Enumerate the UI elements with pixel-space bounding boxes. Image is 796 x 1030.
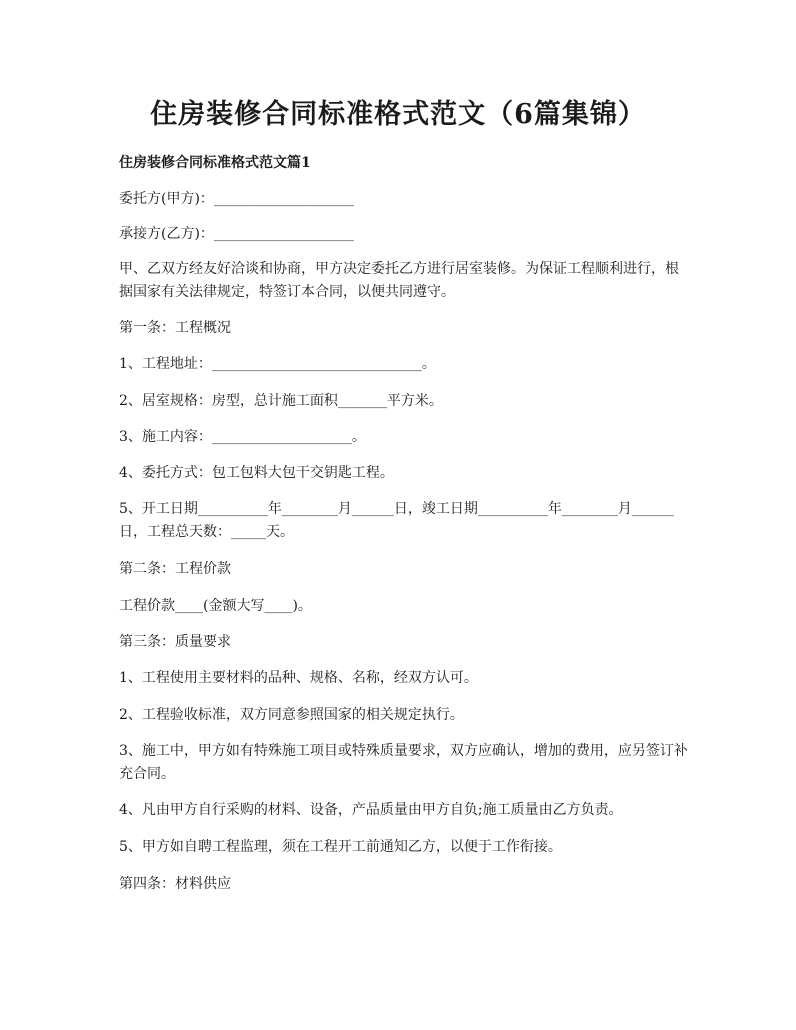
party-a-line: 委托方(甲方)：____________________ [119,191,354,207]
clause-1-3: 3、施工内容：____________________。 [119,429,366,445]
clause-3-5: 5、甲方如自聘工程监理，须在工程开工前通知乙方，以便于工作衔接。 [119,839,562,855]
article-1-heading: 第一条：工程概况 [119,320,231,336]
clause-1-2: 2、居室规格：房型，总计施工面积_______平方米。 [119,393,443,409]
document-title: 住房装修合同标准格式范文（6篇集锦） [150,99,646,130]
clause-3-1: 1、工程使用主要材料的品种、规格、名称，经双方认可。 [119,670,478,686]
clause-1-1: 1、工程地址：______________________________。 [119,356,436,372]
section-heading: 住房装修合同标准格式范文篇1 [119,155,311,171]
clause-3-4: 4、凡由甲方自行采购的材料、设备，产品质量由甲方自负;施工质量由乙方负责。 [119,802,623,818]
clause-3-2: 2、工程验收标准，双方同意参照国家的相关规定执行。 [119,707,464,723]
preamble-paragraph: 甲、乙双方经友好洽谈和协商，甲方决定委托乙方进行居室装修。为保证工程顺利进行，根据国家有关法律规定，特签订本合同，以便共同遵守。 [119,261,679,300]
clause-2-1: 工程价款____(金额大写____)。 [119,598,312,614]
clause-1-5: 5、开工日期__________年________月______日，竣工日期__________年________月______日，工程总天数：_____天。 [119,501,674,540]
clause-3-3: 3、施工中，甲方如有特殊施工项目或特殊质量要求，双方应确认，增加的费用，应另签订补充合同。 [119,743,688,782]
article-4-heading: 第四条：材料供应 [119,876,231,892]
article-2-heading: 第二条：工程价款 [119,561,231,577]
article-3-heading: 第三条：质量要求 [119,634,231,650]
clause-1-4: 4、委托方式：包工包料大包干交钥匙工程。 [119,465,394,481]
party-b-line: 承接方(乙方)：____________________ [119,226,354,242]
